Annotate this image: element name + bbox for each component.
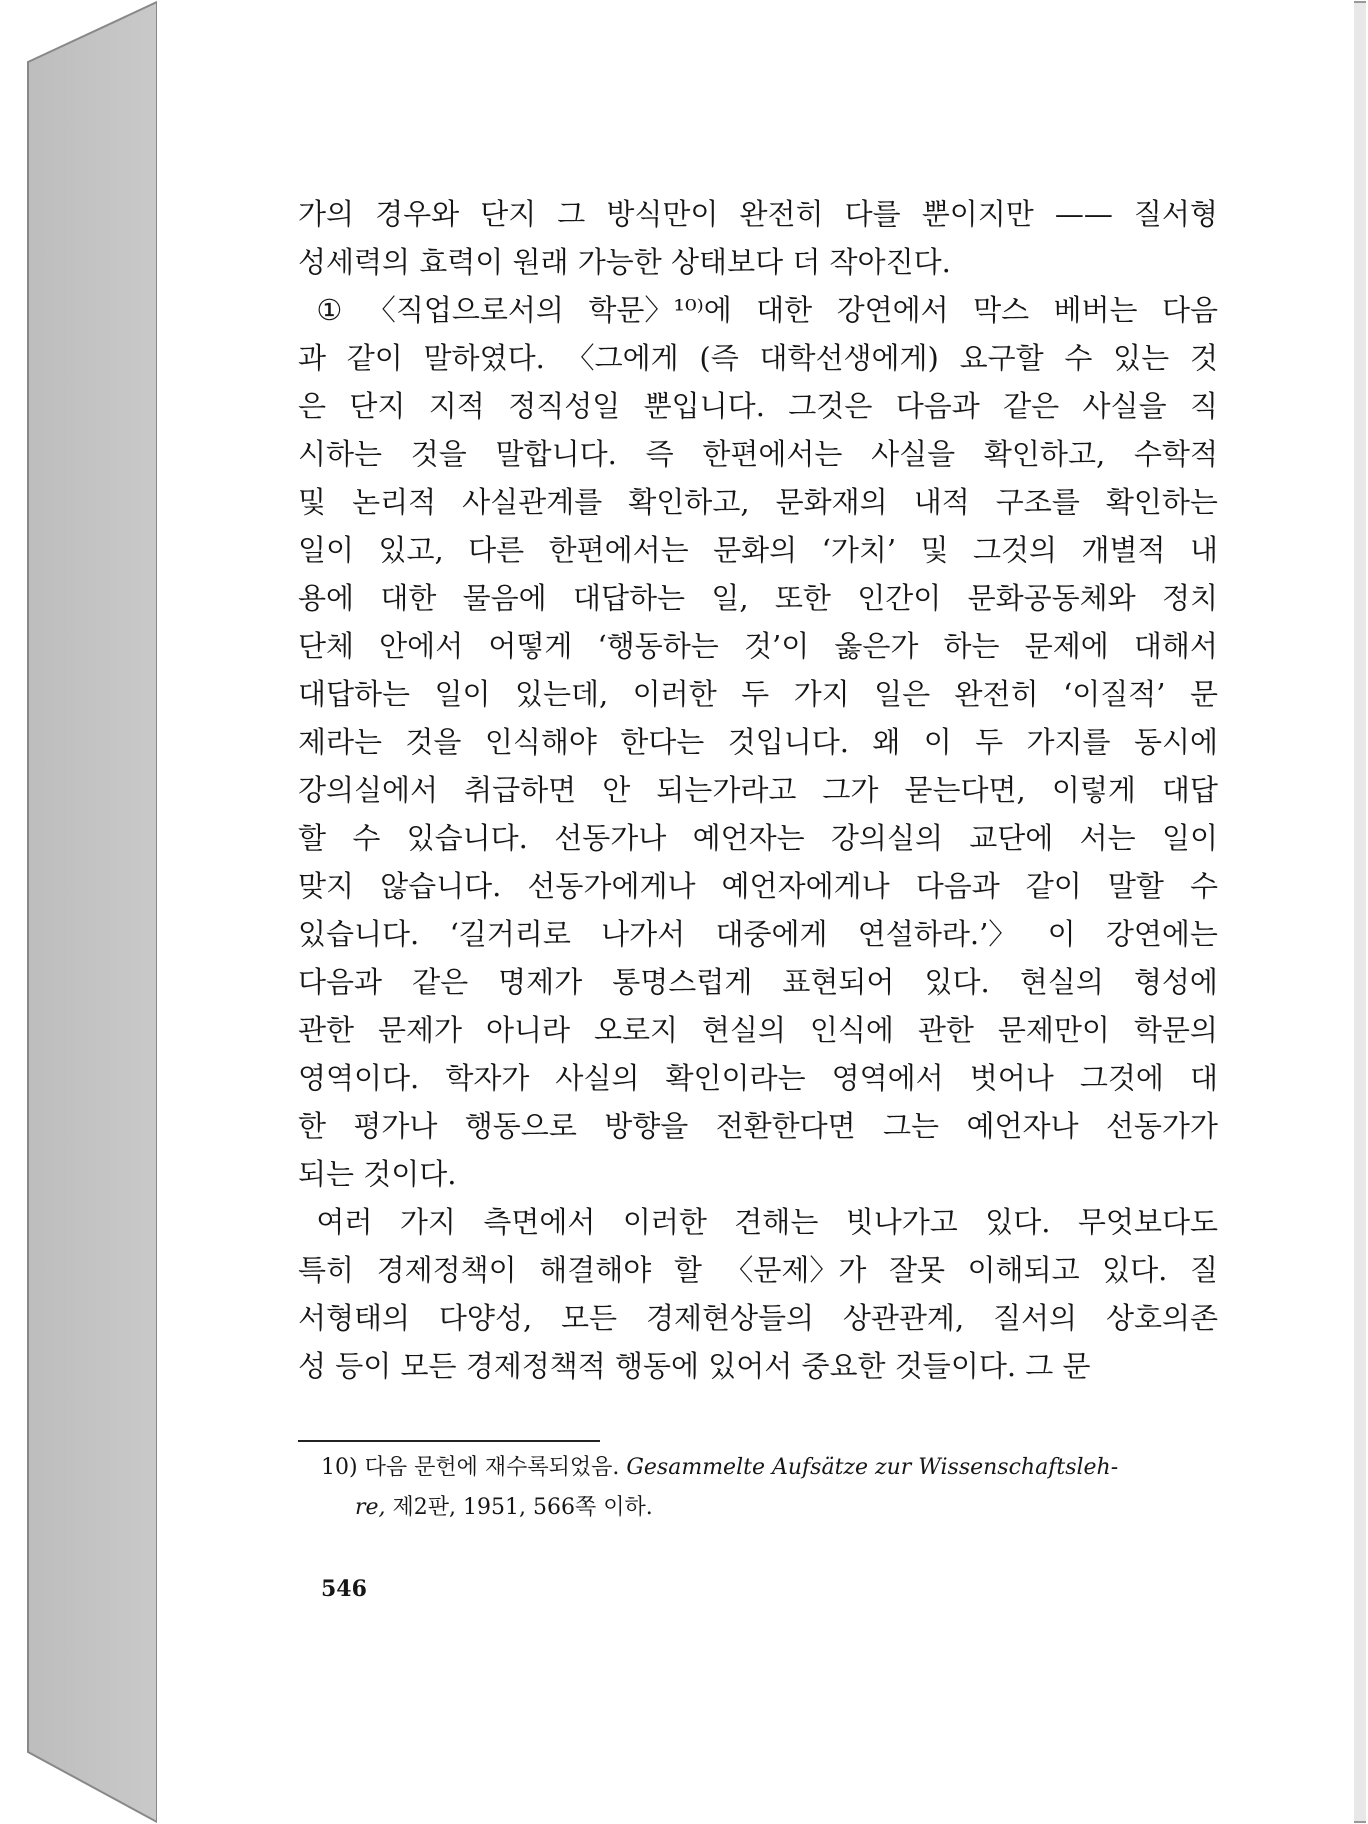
text-line: 강의실에서 취급하면 안 되는가라고 그가 묻는다면, 이렇게 대답 <box>298 773 1218 807</box>
text-line: 단체 안에서 어떻게 ‘행동하는 것’이 옳은가 하는 문제에 대해서 <box>298 629 1218 663</box>
text-line: ① 〈직업으로서의 학문〉¹⁰⁾에 대한 강연에서 막스 베버는 다음 <box>298 293 1218 327</box>
text-line: 여러 가지 측면에서 이러한 견해는 빗나가고 있다. 무엇보다도 <box>298 1205 1218 1239</box>
text-line: 영역이다. 학자가 사실의 확인이라는 영역에서 벗어나 그것에 대 <box>298 1061 1218 1095</box>
footnote-line-2 <box>321 1488 1221 1528</box>
footnote <box>321 1448 1221 1528</box>
footnote-title-part2: re, <box>355 1495 386 1520</box>
footnote-title-part1: Gesammelte Aufsätze zur Wissenschaftsleh- <box>626 1455 1119 1480</box>
text-line: 있습니다. ‘길거리로 나가서 대중에게 연설하라.’〉 이 강연에는 <box>298 917 1218 951</box>
body-text <box>298 190 1218 1390</box>
book-page <box>157 0 1354 1824</box>
text-line: 다음과 같은 명제가 통명스럽게 표현되어 있다. 현실의 형성에 <box>298 965 1218 999</box>
text-line: 및 논리적 사실관계를 확인하고, 문화재의 내적 구조를 확인하는 <box>298 485 1218 519</box>
text-line: 한 평가나 행동으로 방향을 전환한다면 그는 예언자나 선동가가 <box>298 1109 1218 1143</box>
text-line: 가의 경우와 단지 그 방식만이 완전히 다를 뿐이지만 —— 질서형 <box>298 197 1218 231</box>
footnote-divider <box>298 1440 600 1442</box>
footnote-line-1 <box>321 1448 1221 1488</box>
text-line: 성세력의 효력이 원래 가능한 상태보다 더 작아진다. <box>298 245 951 279</box>
text-line: 성 등이 모든 경제정책적 행동에 있어서 중요한 것들이다. 그 문 <box>298 1349 1091 1383</box>
text-line: 용에 대한 물음에 대답하는 일, 또한 인간이 문화공동체와 정치 <box>298 581 1218 615</box>
footnote-prefix: 10) 다음 문헌에 재수록되었음. <box>321 1455 620 1480</box>
text-line: 제라는 것을 인식해야 한다는 것입니다. 왜 이 두 가지를 동시에 <box>298 725 1218 759</box>
text-line: 서형태의 다양성, 모든 경제현상들의 상관관계, 질서의 상호의존 <box>298 1301 1218 1335</box>
text-line: 맞지 않습니다. 선동가에게나 예언자에게나 다음과 같이 말할 수 <box>298 869 1218 903</box>
footnote-edition: 제2판, 1951, 566쪽 이하. <box>392 1495 653 1520</box>
text-line: 관한 문제가 아니라 오로지 현실의 인식에 관한 문제만이 학문의 <box>298 1013 1218 1047</box>
text-line: 시하는 것을 말합니다. 즉 한편에서는 사실을 확인하고, 수학적 <box>298 437 1218 471</box>
page-number: 546 <box>321 1576 367 1602</box>
text-line: 일이 있고, 다른 한편에서는 문화의 ‘가치’ 및 그것의 개별적 내 <box>298 533 1218 567</box>
text-line: 과 같이 말하였다. 〈그에게 (즉 대학선생에게) 요구할 수 있는 것 <box>298 341 1218 375</box>
text-line: 대답하는 일이 있는데, 이러한 두 가지 일은 완전히 ‘이질적’ 문 <box>298 677 1218 711</box>
text-line: 할 수 있습니다. 선동가나 예언자는 강의실의 교단에 서는 일이 <box>298 821 1218 855</box>
text-line: 되는 것이다. <box>298 1157 457 1191</box>
text-line: 특히 경제정책이 해결해야 할 〈문제〉가 잘못 이해되고 있다. 질 <box>298 1253 1218 1287</box>
text-line: 은 단지 지적 정직성일 뿐입니다. 그것은 다음과 같은 사실을 직 <box>298 389 1218 423</box>
